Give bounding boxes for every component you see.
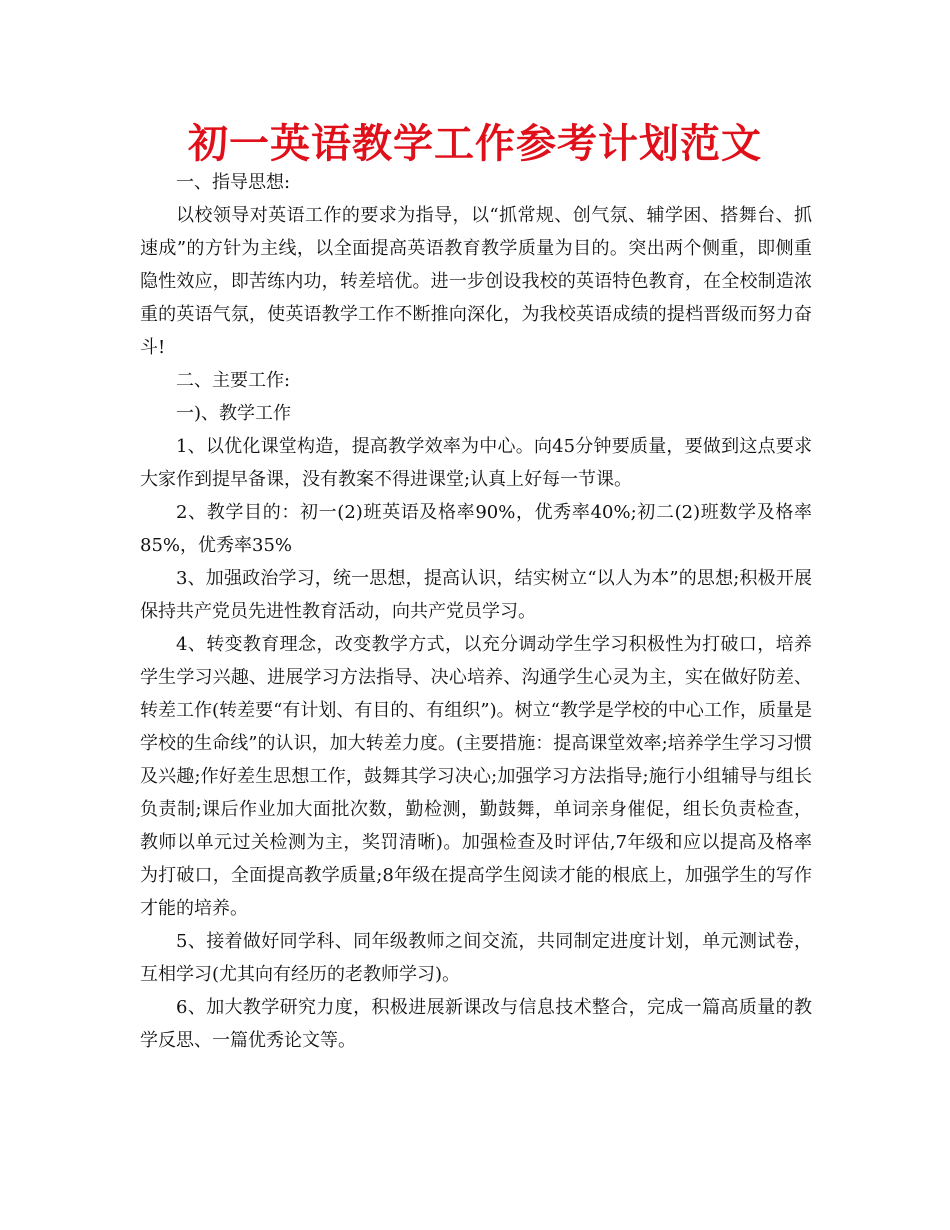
paragraph-item-6: 6、加大教学研究力度，积极进展新课改与信息技术整合，完成一篇高质量的教学反思、一篇优秀论文等。 [140,997,812,1051]
heading-guiding-ideology: 一、指导思想: [176,172,291,193]
subheading-teaching-work: 一)、教学工作 [176,403,292,424]
paragraph-guiding-ideology: 以校领导对英语工作的要求为指导，以“抓常规、创气氛、辅学困、搭舞台、抓速成”的方针为主线，以全面提高英语教育教学质量为目的。突出两个侧重，即侧重隐性效应，即苦练内功，转差培优。进一步创设我校的英语特色教育，在全校制造浓重的英语气氛，使英语教学工作不断推向深化，为我校英语成绩的提档晋级而努力奋斗! [140,205,812,358]
paragraph-item-3: 3、加强政治学习，统一思想，提高认识，结实树立“以人为本”的思想;积极开展保持共产党员先进性教育活动，向共产党员学习。 [140,568,812,622]
paragraph-item-5: 5、接着做好同学科、同年级教师之间交流，共同制定进度计划，单元测试卷，互相学习(尤其向有经历的老教师学习)。 [140,931,812,985]
heading-main-work: 二、主要工作: [176,370,291,391]
document-body [140,166,812,1057]
paragraph-item-4: 4、转变教育理念，改变教学方式，以充分调动学生学习积极性为打破口，培养学生学习兴趣、进展学习方法指导、决心培养、沟通学生心灵为主，实在做好防差、转差工作(转差要“有计划、有目的、有组织”)。树立“教学是学校的中心工作，质量是学校的生命线”的认识，加大转差力度。(主要措施：提高课堂效率;培养学生学习习惯及兴趣;作好差生思想工作，鼓舞其学习决心;加强学习方法指导;施行小组辅导与组长负责制;课后作业加大面批次数，勤检测，勤鼓舞，单词亲身催促，组长负责检查，教师以单元过关检测为主，奖罚清晰)。加强检查及时评估,7年级和应以提高及格率为打破口，全面提高教学质量;8年级在提高学生阅读才能的根底上，加强学生的写作才能的培养。 [140,634,812,919]
paragraph-item-2: 2、教学目的：初一(2)班英语及格率90%，优秀率40%;初二(2)班数学及格率85%，优秀率35% [140,502,812,556]
document-title: 初一英语教学工作参考计划范文 [188,121,762,167]
paragraph-item-1: 1、以优化课堂构造，提高教学效率为中心。向45分钟要质量，要做到这点要求大家作到提早备课，没有教案不得进课堂;认真上好每一节课。 [140,436,812,490]
